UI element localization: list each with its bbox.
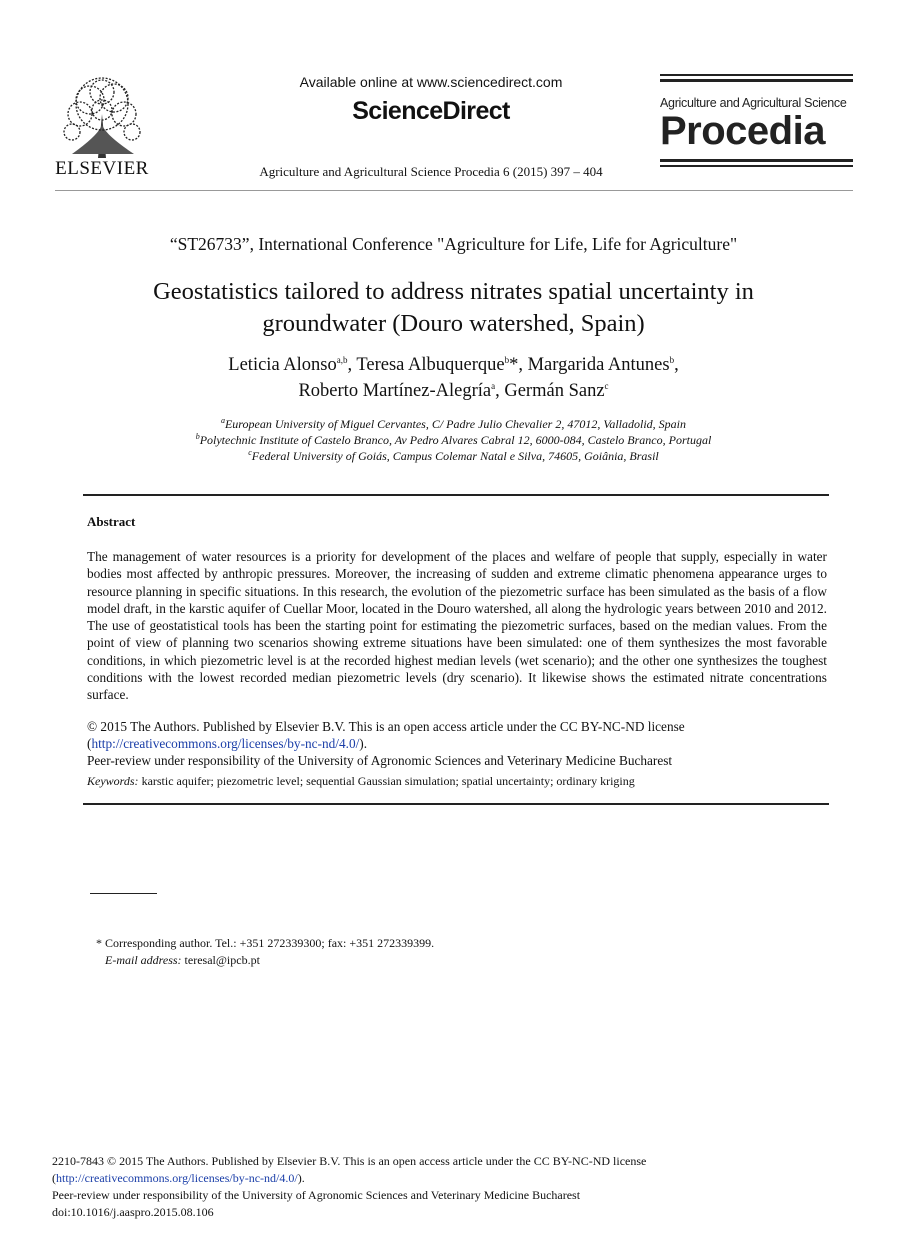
affiliation-sup: a [220, 416, 225, 425]
affiliation-item [0, 448, 907, 464]
journal-reference: Agriculture and Agricultural Science Procedia 6 (2015) 397 – 404 [259, 164, 603, 179]
email-line [96, 952, 434, 969]
affiliation-text: European University of Miguel Cervantes, C/ Padre Julio Chevalier 2, 47012, Valladolid, Spain [224, 417, 687, 431]
email-address[interactable]: teresal@ipcb.pt [181, 953, 260, 967]
keywords-line [87, 774, 832, 789]
footer-issn-license: 2210-7843 © 2015 The Authors. Published by Elsevier B.V. This is an open access article under the CC BY-NC-ND license [52, 1154, 647, 1168]
email-label: E-mail address: [105, 953, 182, 967]
license-block [87, 718, 832, 769]
license-link-line [87, 735, 832, 752]
affiliation-list [0, 416, 907, 464]
author-line-2 [0, 378, 907, 404]
peer-review-line: Peer-review under responsibility of the University of Agronomic Sciences and Veterinary Medicine Bucharest [87, 753, 673, 768]
available-online-text: Available online at www.sciencedirect.com [299, 74, 563, 90]
keywords-label: Keywords: [87, 774, 139, 788]
procedia-title: Procedia [660, 109, 825, 153]
page-footer [52, 1153, 872, 1221]
affiliation-item [0, 432, 907, 448]
footer-license-link-line [52, 1170, 872, 1187]
footer-peer-review: Peer-review under responsibility of the University of Agronomic Sciences and Veterinary Medicine Bucharest [52, 1188, 581, 1202]
author-name: , Teresa Albuquerque [347, 355, 505, 375]
paren: ). [359, 736, 368, 751]
footnote [96, 935, 434, 969]
abstract-top-rule [83, 494, 829, 496]
paren: ). [297, 1171, 305, 1185]
conference-name: “ST26733”, International Conference "Agriculture for Life, Life for Agriculture" [169, 234, 738, 254]
paper-title-line-1: Geostatistics tailored to address nitrates spatial uncertainty in [153, 278, 754, 305]
affiliation-text: Federal University of Goiás, Campus Colemar Natal e Silva, 74605, Goiânia, Brasil [251, 449, 659, 463]
affiliation-sup: c [248, 448, 252, 457]
paper-title [0, 276, 907, 340]
author-name: *, Margarida Antunes [509, 355, 670, 375]
abstract-heading: Abstract [87, 514, 136, 529]
affiliation-sup: b [195, 432, 200, 441]
license-line: © 2015 The Authors. Published by Elsevier B.V. This is an open access article under the CC BY-NC-ND license [87, 719, 685, 734]
author-list [0, 352, 907, 404]
elsevier-wordmark: ELSEVIER [55, 158, 149, 179]
abstract-text: The management of water resources is a priority for development of the places and welfare of people that supply, especially in water bodies most affected by anthropic pressures. Moreover, the increasing of sudden and extreme climatic phenomena appearance urges to resource planning in specific situations. In this research, the evolution of the piezometric surface has been simulated as the basis of a flow model draft, in the karstic aquifer of Cuellar Moor, located in the Douro watershed, all along the hydrologic years between 2010 and 2012. The use of geostatistical tools has been the starting point for estimating the piezometric surfaces, based on the median values. From the point of view of planning two scenarios showing extreme situations have been simulated: one of them synthesizes the most favorable conditions, in which piezometric level is at the recorded highest median levels (wet scenario); and the other one synthesizes the toughest conditions with the lowest recorded median piezometric levels (dry scenario). It likewise shows the estimated nitrate concentrations surface. [87, 549, 827, 703]
procedia-subtitle: Agriculture and Agricultural Science [660, 96, 847, 110]
abstract-bottom-rule [83, 803, 829, 805]
paren: ( [52, 1171, 56, 1185]
author-affiliation-sup: b [669, 354, 675, 365]
author-affiliation-sup: b [504, 354, 510, 365]
author-affiliation-sup: c [604, 380, 609, 391]
corresponding-author: * Corresponding author. Tel.: +351 272339300; fax: +351 272339399. [96, 936, 435, 950]
author-name: Leticia Alonso [228, 355, 337, 375]
author-line-1 [0, 352, 907, 378]
author-affiliation-sup: a [491, 380, 496, 391]
footnote-rule [90, 893, 157, 894]
keywords-text: karstic aquifer; piezometric level; sequential Gaussian simulation; spatial uncertainty; ordinary kriging [138, 774, 635, 788]
paren: ( [87, 736, 92, 751]
sciencedirect-logo: ScienceDirect [352, 97, 510, 125]
author-name: , Germán Sanz [495, 381, 605, 401]
license-link[interactable]: http://creativecommons.org/licenses/by-nc-nd/4.0/ [91, 736, 360, 751]
header-rule [55, 190, 853, 191]
affiliation-item [0, 416, 907, 432]
footer-license-link[interactable]: http://creativecommons.org/licenses/by-nc-nd/4.0/ [56, 1171, 298, 1185]
author-name: Roberto Martínez-Alegría [298, 381, 492, 401]
affiliation-text: Polytechnic Institute of Castelo Branco, Av Pedro Alvares Cabral 12, 6000-084, Castelo Branco, Portugal [199, 433, 712, 447]
footer-doi[interactable]: doi:10.1016/j.aaspro.2015.08.106 [52, 1205, 214, 1219]
author-affiliation-sup: a,b [336, 354, 348, 365]
author-separator: , [674, 355, 679, 375]
procedia-logo [660, 74, 853, 174]
paper-title-line-2: groundwater (Douro watershed, Spain) [262, 310, 645, 337]
